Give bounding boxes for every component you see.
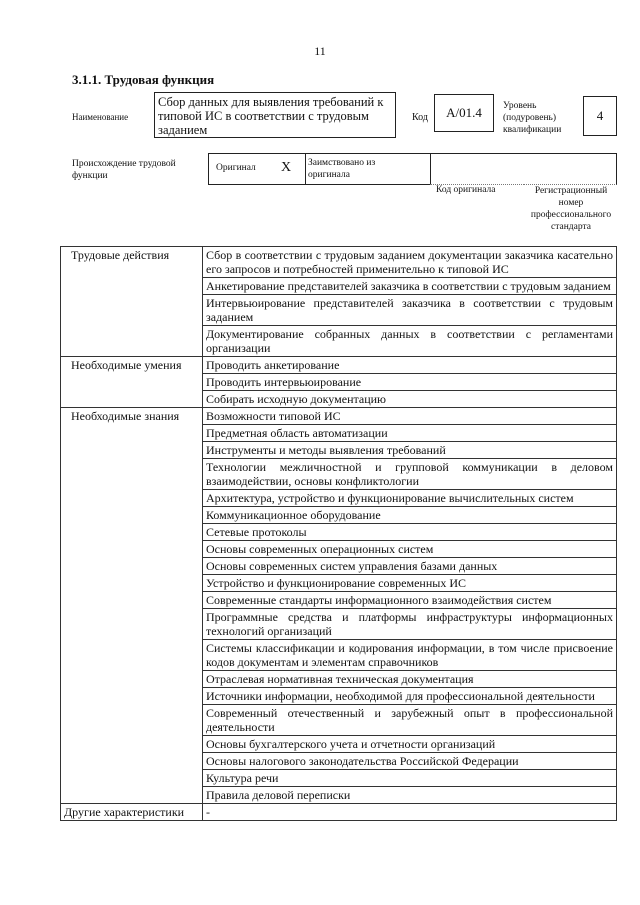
knowledge-item: Основы бухгалтерского учета и отчетности организаций xyxy=(203,736,617,753)
skill-item: Проводить анкетирование xyxy=(203,357,617,374)
knowledge-item: Архитектура, устройство и функционирование вычислительных систем xyxy=(203,490,617,507)
knowledge-item: Инструменты и методы выявления требований xyxy=(203,442,617,459)
code-original-label: Код оригинала xyxy=(436,185,496,195)
knowledge-item: Современный отечественный и зарубежный опыт в профессиональной деятельности xyxy=(203,705,617,736)
knowledge-item: Предметная область автоматизации xyxy=(203,425,617,442)
function-name: Сбор данных для выявления требований к типовой ИС в соответствии с трудовым заданием xyxy=(154,92,396,138)
reg-number-box xyxy=(524,153,617,185)
function-code: A/01.4 xyxy=(434,94,494,132)
level-label: Уровень (подуровень) квалификации xyxy=(503,101,562,135)
knowledge-item: Основы современных операционных систем xyxy=(203,541,617,558)
original-label: Оригинал xyxy=(216,163,256,173)
knowledge-item: Основы налогового законодательства Российской Федерации xyxy=(203,753,617,770)
knowledge-item: Культура речи xyxy=(203,770,617,787)
code-original-box xyxy=(430,153,524,185)
labor-function-table xyxy=(60,246,617,821)
knowledge-item: Коммуникационное оборудование xyxy=(203,507,617,524)
knowledge-item: Современные стандарты информационного взаимодействия систем xyxy=(203,592,617,609)
origin-label: Происхождение трудовой функции xyxy=(72,159,176,181)
name-label: Наименование xyxy=(72,112,129,122)
labor-action-item: Документирование собранных данных в соответствии с регламентами организации xyxy=(203,326,617,357)
knowledge-item: Программные средства и платформы инфраструктуры информационных технологий организаций xyxy=(203,609,617,640)
knowledge-item: Технологии межличностной и групповой коммуникации в деловом взаимодействии, основы конфликтологии xyxy=(203,459,617,490)
knowledge-group-label: Необходимые знания xyxy=(61,408,203,804)
section-title: 3.1.1. Трудовая функция xyxy=(72,72,215,87)
borrowed-label: Заимствовано из оригинала xyxy=(308,158,376,180)
qualification-level: 4 xyxy=(583,96,617,136)
skill-row xyxy=(61,357,617,374)
skill-item: Собирать исходную документацию xyxy=(203,391,617,408)
knowledge-item: Правила деловой переписки xyxy=(203,787,617,804)
other-label: Другие характеристики xyxy=(61,804,203,821)
knowledge-item: Сетевые протоколы xyxy=(203,524,617,541)
knowledge-row xyxy=(61,408,617,425)
page-number: 11 xyxy=(314,44,326,58)
original-mark: X xyxy=(281,160,292,175)
knowledge-item: Системы классификации и кодирования информации, в том числе присвоение кодов документам и элементам справочников xyxy=(203,640,617,671)
other-row xyxy=(61,804,617,821)
labor-action-item: Анкетирование представителей заказчика в соответствии с трудовым заданием xyxy=(203,278,617,295)
labor-action-item: Интервьюирование представителей заказчика в соответствии с трудовым заданием xyxy=(203,295,617,326)
labor-action-group-label: Трудовые действия xyxy=(61,247,203,357)
knowledge-item: Отраслевая нормативная техническая документация xyxy=(203,671,617,688)
knowledge-item: Источники информации, необходимой для профессиональной деятельности xyxy=(203,688,617,705)
knowledge-item: Возможности типовой ИС xyxy=(203,408,617,425)
origin-borrowed-box xyxy=(304,153,431,185)
knowledge-item: Основы современных систем управления базами данных xyxy=(203,558,617,575)
origin-original-box xyxy=(208,153,306,185)
labor-action-row xyxy=(61,247,617,278)
labor-action-item: Сбор в соответствии с трудовым заданием документации заказчика касательно его запросов и потребностей применительно к типовой ИС xyxy=(203,247,617,278)
skill-group-label: Необходимые умения xyxy=(61,357,203,408)
knowledge-item: Устройство и функционирование современных ИС xyxy=(203,575,617,592)
other-value: - xyxy=(203,804,617,821)
code-label: Код xyxy=(412,112,428,123)
skill-item: Проводить интервьюирование xyxy=(203,374,617,391)
reg-number-label: Регистрационный номер профессионального стандарта xyxy=(530,186,612,232)
